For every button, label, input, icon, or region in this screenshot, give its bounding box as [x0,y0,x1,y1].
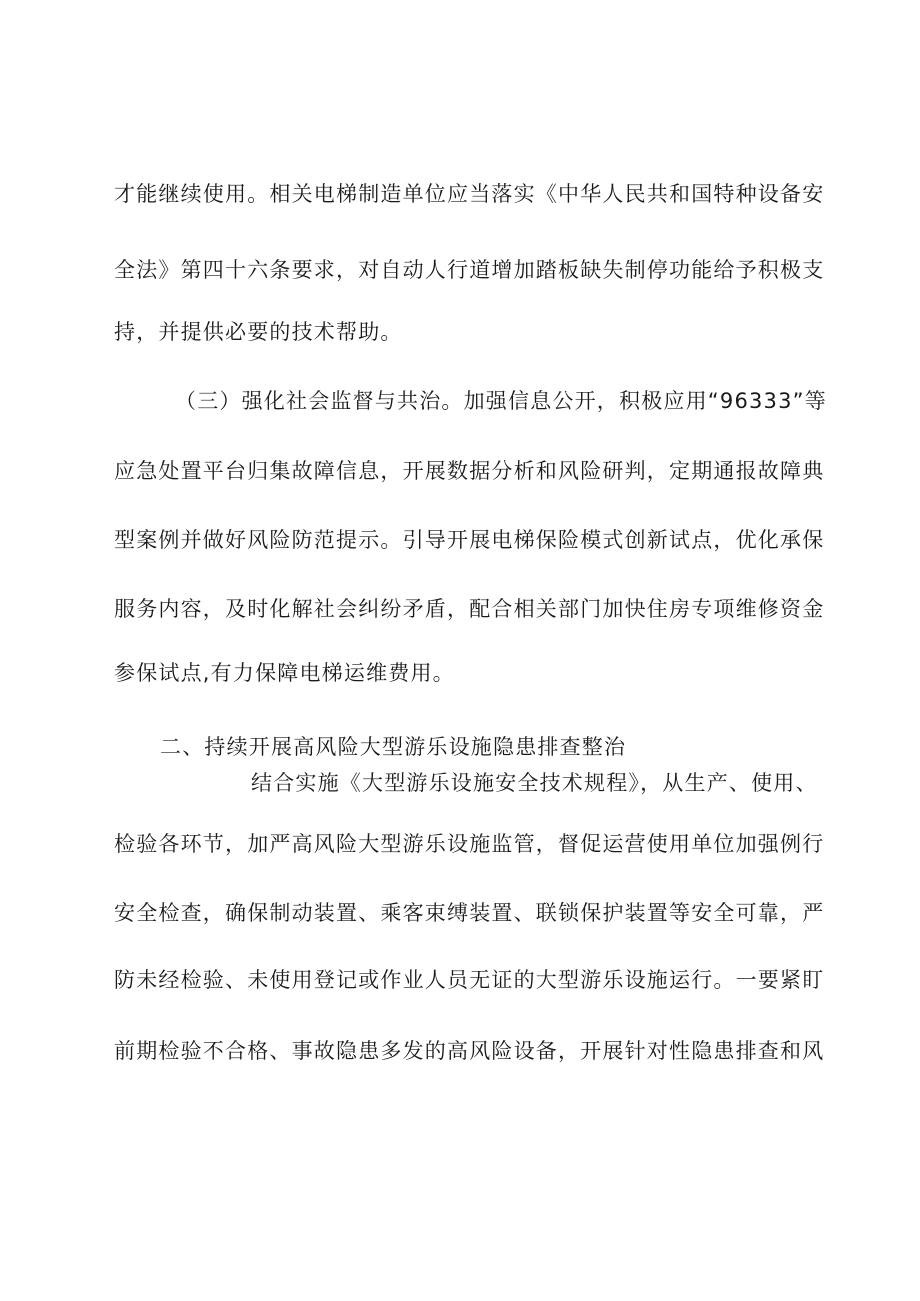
paragraph-2-line-5: 参保试点,有力保障电梯运维费用。 [114,661,455,685]
paragraph-1-line-3: 持，并提供必要的技术帮助。 [114,320,403,344]
paragraph-3-line-1: 结合实施《大型游乐设施安全技术规程》，从生产、使用、 [251,771,818,795]
paragraph-3-line-2: 检验各环节，加严高风险大型游乐设施监管，督促运营使用单位加强例行 [114,832,825,856]
paragraph-3-line-5: 前期检验不合格、事故隐患多发的高风险设备，开展针对性隐患排查和风 [114,1039,825,1063]
paragraph-2-line-3: 型案例并做好风险防范提示。引导开展电梯保险模式创新试点，优化承保 [114,528,825,552]
paragraph-1-line-1: 才能继续使用。相关电梯制造单位应当落实《中华人民共和国特种设备安 [114,182,825,206]
paragraph-3-line-4: 防未经检验、未使用登记或作业人员无证的大型游乐设施运行。一要紧盯 [114,968,825,992]
paragraph-3-line-3: 安全检查，确保制动装置、乘客束缚装置、联锁保护装置等安全可靠，严 [114,901,825,925]
paragraph-2-line-1: （三）强化社会监督与共治。加强信息公开，积极应用“96333”等 [175,389,827,413]
paragraph-1-line-2: 全法》第四十六条要求，对自动人行道增加踏板缺失制停功能给予积极支 [114,258,825,282]
section-heading: 二、持续开展高风险大型游乐设施隐患排查整治 [160,735,627,759]
paragraph-2-line-2: 应急处置平台归集故障信息，开展数据分析和风险研判，定期通报故障典 [114,459,825,483]
paragraph-2-line-4: 服务内容，及时化解社会纠纷矛盾，配合相关部门加快住房专项维修资金 [114,597,825,621]
